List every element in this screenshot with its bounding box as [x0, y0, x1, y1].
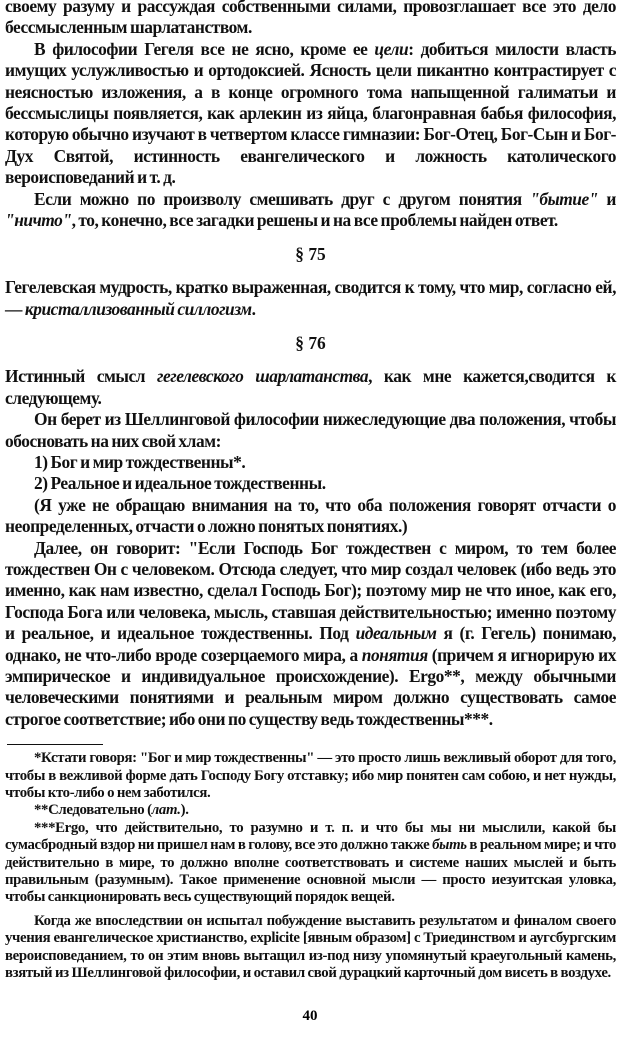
paragraph-continuation: своему разуму и рассуждая собственными силами, провозглашает все это дело бессмысленным шарлатанством. — [5, 0, 616, 38]
paragraph-schelling: Он берет из Шеллинговой философии нижеследующие два положения, чтобы обосновать на них свой хлам: — [5, 409, 616, 451]
italic-term: кристаллизованный силлогизм — [24, 298, 252, 319]
italic-term: "бытие" — [530, 188, 598, 209]
list-item-2: 2) Реальное и идеальное тождественны. — [34, 473, 326, 494]
section-heading-75: § 75 — [295, 244, 326, 265]
paragraph-true-meaning: Истинный смысл гегелевского шарлатанства, как мне кажется,сводится к следующему. — [5, 366, 616, 408]
italic-term: понятия — [361, 644, 428, 665]
paragraph-quote: Далее, он говорит: "Если Господь Бог тождествен с миром, то тем более тождествен Он с человеком. Отсюда следует, что мир создал человек (ибо ведь это именно, как нам известно, сделал Господь Бог); поэтому мир не что иное, как его, Господа Бога или человека, мысль, ставшая действительностью; именно поэтому и реальное, и идеальное тождественны. Под идеальным я (г. Гегель) понимаю, однако, не что-либо вроде созерцаемого мира, а понятия (причем я игнорирую их эмпирическое и индивидуальное происхождение). Ergo**, между обычными человеческими понятиями и реальным миром должно существовать самое строгое соответствие; ибо они по существу ведь тождественны***. — [5, 537, 616, 729]
paragraph-being-nothing: Если можно по произволу смешивать друг с другом понятия "бытие" и "ничто", то, конечно, все загадки решены и на все проблемы найден ответ. — [5, 188, 617, 231]
italic-term: идеальным — [355, 623, 437, 644]
footnote-3: ***Ergo, что действительно, то разумно и т. п. и что бы мы ни мыслили, какой бы сумасбродный вздор ни пришел нам в голову, все это должно также быть в реальном мире; и что действительно в мире, то должно вполне соответствовать и системе наших мыслей и быть правильным (разумным). Такое применение основной мысли — просто иезуитская уловка, чтобы санкционировать весь существующий порядок вещей. — [5, 819, 617, 906]
main-text — [5, 0, 616, 730]
paragraph-syllogism: Гегелевская мудрость, кратко выраженная, сводится к тому, что мир, согласно ей, — кристаллизованный силлогизм. — [5, 277, 616, 319]
footnote-2: **Следовательно (лат.). — [34, 802, 189, 819]
page-number: 40 — [302, 1008, 318, 1024]
footnote-separator — [7, 744, 103, 745]
italic-term: цели — [374, 38, 409, 59]
italic-term: "ничто" — [5, 210, 72, 231]
footnote-1: *Кстати говоря: "Бог и мир тождественны" — это просто лишь вежливый оборот для того, чтобы в вежливой форме дать Господу Богу отставку; ибо мир понятен сам собою, и нет нужды, чтобы кто-либо о нем заботился. — [5, 750, 616, 801]
paragraph-remark: (Я уже не обращаю внимания на то, что оба положения говорят отчасти о неопределенных, отчасти о ложно понятых понятиях.) — [5, 494, 616, 537]
footnotes — [5, 750, 616, 982]
italic-term: гегелевского шарлатанства — [157, 366, 369, 387]
italic-term: быть — [432, 837, 467, 854]
paragraph-hegel-goal: В философии Гегеля все не ясно, кроме ее цели: добиться милости власть имущих услужливостью и ортодоксией. Ясность цели пикантно контрастирует с неясностью изложения, а в конце огромного тома напыщенной галиматьи и бессмыслицы появляется, как арлекин из яйца, благонравная бабья философия, которую обычно изучают в четвертом классе гимназии: Бог-Отец, Бог-Сын и Бог-Дух Святой, истинность евангелического и ложность католического вероисповеданий и т. д. — [5, 38, 616, 188]
list-item-1: 1) Бог и мир тождественны*. — [34, 451, 246, 472]
italic-term: лат. — [151, 802, 181, 819]
footnote-4: Когда же впоследствии он испытал побуждение выставить результатом и финалом своего учения евангелическое христианство, explicite [явным образом] с Триединством и аугсбургским вероисповеданием, то он этим вновь вытащил из-под низу упомянутый краеугольный камень, взятый из Шеллинговой философии, и оставил свой дурацкий карточный дом висеть в воздухе. — [5, 912, 616, 982]
section-heading-76: § 76 — [295, 333, 326, 354]
